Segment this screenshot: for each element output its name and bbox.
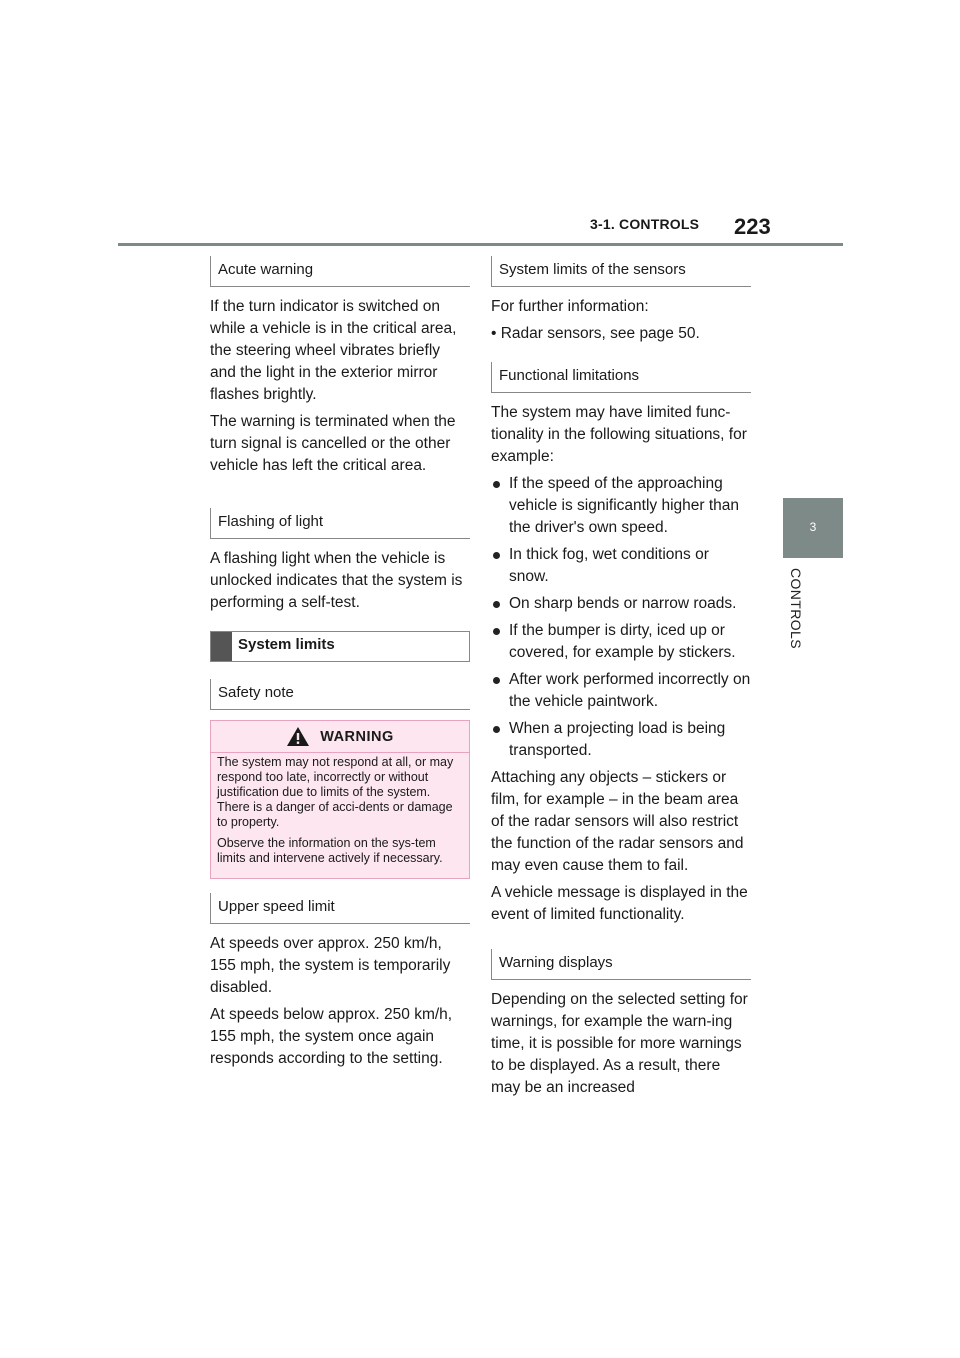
list-item: When a projecting load is being transported. [491, 718, 751, 762]
list-item: If the bumper is dirty, iced up or covered, for example by stickers. [491, 620, 751, 664]
section-heading-bar [211, 632, 232, 661]
subheading-flashing-of-light: Flashing of light [210, 508, 470, 539]
paragraph: Depending on the selected setting for warnings, for example the warn-ing time, it is possible for more warnings to be displayed. As a result, there may be an increased [491, 991, 748, 1096]
chapter-tab-label: CONTROLS [788, 568, 804, 649]
list-item: In thick fog, wet conditions or snow. [491, 544, 751, 588]
list-item: After work performed incorrectly on the vehicle paintwork. [491, 669, 751, 713]
paragraph: The warning is terminated when the turn signal is cancelled or the other vehicle has left the critical area. [210, 413, 456, 474]
section-heading-system-limits [210, 631, 470, 662]
paragraph: If the turn indicator is switched on while a vehicle is in the critical area, the steering wheel vibrates briefly and the light in the exterior mirror flashes brightly. [210, 298, 457, 403]
page-reference: • Radar sensors, see page 50. [491, 325, 700, 342]
subheading-functional-limitations: Functional limitations [491, 362, 751, 393]
warning-triangle-icon [286, 726, 310, 747]
section-heading-text: System limits [238, 636, 335, 653]
subheading-safety-note: Safety note [210, 679, 470, 710]
right-column [491, 256, 751, 1104]
page-number: 223 [734, 214, 771, 239]
subheading-upper-speed-limit: Upper speed limit [210, 893, 470, 924]
warning-text: The system may not respond at all, or may respond too late, incorrectly or without justification due to limits of the system. There is a danger of acci-dents or damage to property. [217, 755, 454, 829]
warning-header [211, 721, 469, 753]
paragraph: A flashing light when the vehicle is unlocked indicates that the system is performing a self-test. [210, 550, 463, 611]
warning-box [210, 720, 470, 879]
paragraph: Attaching any objects – stickers or film, for example – in the beam area of the radar sensors will also restrict the function of the radar sensors and may even cause them to fail. [491, 769, 744, 874]
left-column [210, 256, 470, 1075]
warning-title: WARNING [320, 728, 394, 745]
subheading-system-limits-of-sensors: System limits of the sensors [491, 256, 751, 287]
subheading-acute-warning: Acute warning [210, 256, 470, 287]
warning-text: Observe the information on the sys-tem limits and intervene actively if necessary. [217, 836, 443, 865]
list-item: If the speed of the approaching vehicle is significantly higher than the driver's own speed. [491, 473, 751, 539]
running-header-section: 3-1. CONTROLS [590, 216, 700, 232]
paragraph: The system may have limited func-tionality in the following situations, for example: [491, 404, 747, 465]
chapter-tab: 3 [783, 498, 843, 558]
header-rule [118, 243, 843, 246]
paragraph: For further information: [491, 298, 649, 315]
list-item: On sharp bends or narrow roads. [491, 593, 751, 615]
paragraph: A vehicle message is displayed in the event of limited functionality. [491, 884, 748, 923]
subheading-warning-displays: Warning displays [491, 949, 751, 980]
paragraph: At speeds over approx. 250 km/h, 155 mph, the system is temporarily disabled. [210, 935, 451, 996]
paragraph: At speeds below approx. 250 km/h, 155 mph, the system once again responds according to the setting. [210, 1006, 453, 1067]
bullet-list [491, 473, 751, 762]
warning-body [211, 753, 469, 878]
